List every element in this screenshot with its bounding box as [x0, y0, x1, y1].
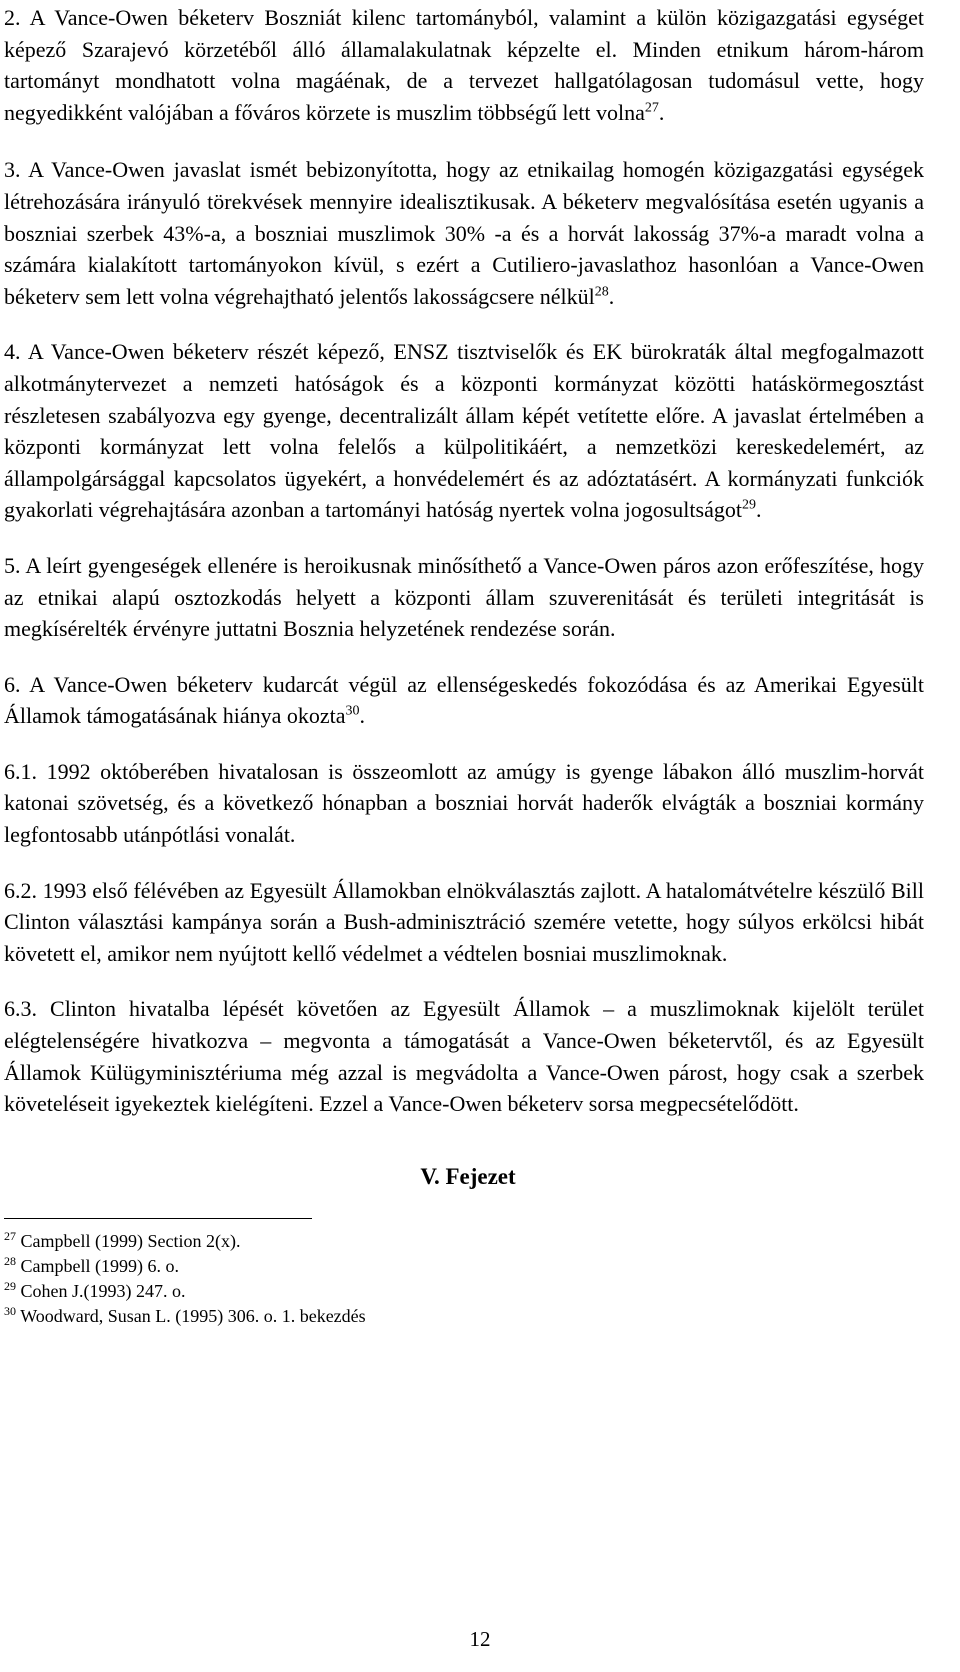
paragraph-5: 5. A leírt gyengeségek ellenére is heroikusnak minősíthető a Vance-Owen páros azon erőfeszítése, hogy az etnikai alapú osztozkodás helyett a központi állam szuverenitását és területi integritását is megkísérelték érvényre juttatni Bosznia helyzetének rendezése során.: [4, 552, 924, 642]
footnote-ref-28[interactable]: 28: [594, 284, 609, 300]
footnote-number: 30: [4, 1303, 16, 1318]
paragraph-6-2: 6.2. 1993 első félévében az Egyesült Államokban elnökválasztás zajlott. A hatalomátvételre készülő Bill Clinton választási kampánya során a Bush-adminisztráció szemére vetette, hogy súlyos erkölcsi hibát követett el, amikor nem nyújtott kellő védelmet a védtelen bosniai muszlimoknak.: [4, 877, 924, 966]
footnote-text: Cohen J.(1993) 247. o.: [20, 1280, 186, 1301]
paragraph-6: 6. A Vance-Owen béketerv kudarcát végül az ellenségeskedés fokozódása és az Amerikai Egyesült Államok támogatásának hiánya okozta$^{30}$.: [4, 671, 924, 729]
footnote-30: [4, 1304, 924, 1329]
footnote-number: 28: [4, 1253, 16, 1268]
footnote-29: [4, 1279, 924, 1304]
footnote-number: 27: [4, 1228, 16, 1243]
footnote-text: Campbell (1999) Section 2(x).: [20, 1230, 241, 1251]
paragraph-3: 3. A Vance-Owen javaslat ismét bebizonyította, hogy az etnikailag homogén közigazgatási egységek létrehozására irányuló törekvések mennyire idealisztikusak. A béketerv megvalósítása esetén ugyanis a boszniai szerbek 43%-a, a boszniai muszlimok 30% -a és a horvát lakosság 37%-a maradt volna a számára kialakított tartományokon kívül, s ezért a Cutiliero-javaslathoz hasonlóan a Vance-Owen béketerv sem lett volna végrehajtható jelentős lakosságcsere nélkül$^{28}$.: [4, 157, 924, 309]
footnote-ref-30[interactable]: 30: [345, 703, 360, 719]
footnote-text: Campbell (1999) 6. o.: [20, 1255, 179, 1276]
footnote-number: 29: [4, 1278, 16, 1293]
page-number: 12: [469, 1627, 491, 1651]
paragraph-6-3: 6.3. Clinton hivatalba lépését követően az Egyesült Államok – a muszlimoknak kijelölt terület elégtelenségére hivatkozva – megvonta a támogatását a Vance-Owen béketervtől, és az Egyesült Államok Külügyminisztériuma még azzal is megvádolta a Vance-Owen párost, hogy csak a szerbek követeléseit igyekeztek kielégíteni. Ezzel a Vance-Owen béketerv sorsa megpecsételődött.: [4, 996, 924, 1117]
paragraph-4: 4. A Vance-Owen béketerv részét képező, ENSZ tisztviselők és EK bürokraták által megfogalmazott alkotmánytervezet a nemzeti hatóságok és a központi kormányzat közötti hatáskörmegosztást részletesen szabályozva egy gyenge, decentralizált állam képét vetítette előre. A javaslat értelmében a központi kormányzat lett volna felelős a külpolitikáért, a nemzetközi kereskedelemért, az állampolgársággal kapcsolatos ügyekért, a honvédelemért és az adóztatásért. A kormányzati funkciók gyakorlati végrehajtására azonban a tartományi hatóság nyertek volna jogosultságot$^{29}$.: [4, 339, 924, 523]
footnote-divider: [4, 1218, 312, 1219]
paragraph-2: 2. A Vance-Owen béketerv Boszniát kilenc tartományból, valamint a külön közigazgatási egységet képező Szarajevó körzetéből álló államalakulatnak képzelte el. Minden etnikum három-három tartományt mondhatott volna magáénak, de a tervezet hallgatólagosan tudomásul vette, hogy negyedikként valójában a főváros körzete is muszlim többségű lett volna$^{27}$.: [4, 5, 924, 125]
footnote-ref-29[interactable]: 29: [741, 497, 756, 513]
footnote-27: [4, 1229, 924, 1254]
chapter-heading: V. Fejezet: [420, 1163, 516, 1189]
footnote-text: Woodward, Susan L. (1995) 306. o. 1. bekezdés: [20, 1305, 366, 1326]
footnote-28: [4, 1254, 924, 1279]
footnote-ref-27[interactable]: 27: [644, 100, 659, 116]
paragraph-6-1: 6.1. 1992 októberében hivatalosan is összeomlott az amúgy is gyenge lábakon álló muszlim-horvát katonai szövetség, és a következő hónapban a boszniai horvát haderők elvágták a boszniai kormány legfontosabb utánpótlási vonalát.: [4, 758, 924, 848]
